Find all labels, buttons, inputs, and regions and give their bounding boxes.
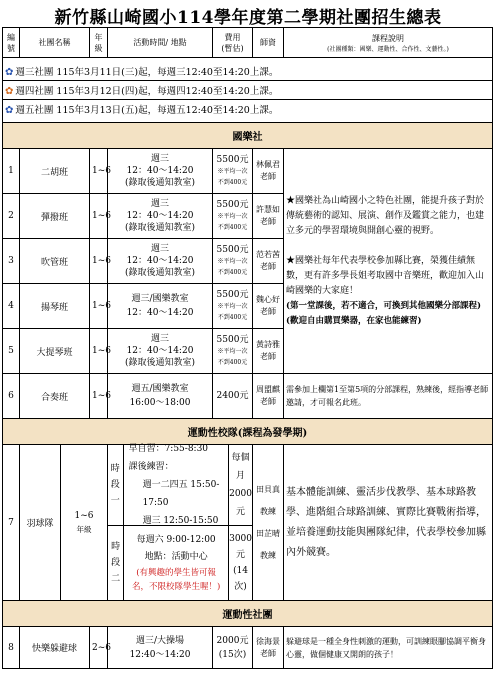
club-name: 大提琴班 <box>20 329 90 374</box>
header-time: 活動時間/ 地點 <box>108 28 213 58</box>
table-row: 8 快樂躲避球 2~6 週三/大操場 12:40～14:20 2000元 (15次) 徐海景 老師 躲避球是一種全身性刺激的運動，可訓練眼腳協調平衡身心靈，做個健康又開朗的孩子！ <box>3 627 493 669</box>
section-header-sports-club: 運動性社團 <box>3 601 493 627</box>
table-row: 5 大提琴班 1~6 週三 12：40～14:20 (錄取後通知教室) 5500元 ※平均一次 不到400元 黃詩雅 老師 <box>3 329 493 374</box>
table-row: 3 吹管班 1~6 週三 12：40～14:20 (錄取後通知教室) 5500元 ※平均一次 不到400元 范若茜 老師 <box>3 239 493 284</box>
club-table <box>2 27 493 669</box>
header-name: 社團名稱 <box>20 28 90 58</box>
section-header-music: 國樂社 <box>3 123 493 149</box>
flower-icon: ✿ <box>5 105 14 116</box>
table-row: 1 二胡班 1~6 週三 12：40～14:20 (錄取後通知教室) 5500元 ※平均一次 不到400元 林佩君 老師 ★國樂社為山崎國小之特色社團，能提升孩子對於傳統藝術的認知、展演、創作及鑑賞之能力，也建立多元的學習環境與開創心靈的視野。 ★國樂社每年代表學校參加縣比賽，榮獲佳績無數，更有許多學長姐考取國中音樂班，歡迎加入山崎國樂的大家庭！ (第一堂課後，若不適合，可換到其他國樂分部課程) (歡迎自由購買樂器，在家也能練習) <box>3 149 493 194</box>
table-row: 2 彈撥班 1~6 週三 12：40～14:20 (錄取後通知教室) 5500元 ※平均一次 不到400元 許慧如 老師 <box>3 194 493 239</box>
club-name: 快樂躲避球 <box>20 627 90 669</box>
table-row: 6 合奏班 1~6 週五/國樂教室 16:00～18:00 2400元 周盟麒 老師 需參加上欄第1至第5項的分部課程，熟練後，經指導老師邀請，才可報名此班。 <box>3 374 493 419</box>
club-name: 彈撥班 <box>20 194 90 239</box>
notice-row <box>3 81 493 100</box>
club-name: 吹管班 <box>20 239 90 284</box>
header-fee: 費用 (暫估) <box>213 28 253 58</box>
flower-icon: ✿ <box>5 67 14 78</box>
header-desc: 課程說明 (社團種類：國樂、運動性、合作性、文藝性。) <box>284 28 493 58</box>
flower-icon: ✿ <box>5 86 14 97</box>
page-title: 新竹縣山崎國小114學年度第二學期社團招生總表 <box>54 8 442 28</box>
club-name: 羽球隊 <box>20 445 61 600</box>
notice-row <box>3 58 493 81</box>
club-name: 揚琴班 <box>20 284 90 329</box>
notice-text: 週四社團 115年3月12日(四)起，每週四12:40至14:20上課。 <box>15 86 279 97</box>
music-description: ★國樂社為山崎國小之特色社團，能提升孩子對於傳統藝術的認知、展演、創作及鑑賞之能力，也建立多元的學習環境與開創心靈的視野。 ★國樂社每年代表學校參加縣比賽，榮獲佳績無數，更有許多學長姐考取國中音樂班，歡迎加入山崎國樂的大家庭！ (第一堂課後，若不適合，可換到其他國樂分部課程) (歡迎自由購買樂器，在家也能練習) <box>284 149 493 374</box>
header-grade: 年級 <box>90 28 108 58</box>
table-row: 4 揚琴班 1~6 週三/國樂教室 12：40～14:20 5500元 ※平均一次 不到400元 魏心好 老師 <box>3 284 493 329</box>
club-name: 二胡班 <box>20 149 90 194</box>
section-header-sports-school: 運動性校隊(課程為發學期) <box>3 419 493 445</box>
notice-text: 週五社團 115年3月13日(五)起，每週五12:40至14:20上課。 <box>15 105 279 116</box>
table-row: 7 羽球隊 1~6 年級 時段一 早自習：7:55-8:30 課後練習： 週一二四五 15:50-17:50 週三 12:50-15:50 每個月 2000元 時段二 每週六 9:00-12:00 地點：活動中心 (有興趣的學生皆可報名，不限校隊學生喔！) 3000元 (14次) 田貝真教練 田芷晴教練 基本體能訓練、靈活步伐教學、基本球路教學、進階組合球路訓練、實際比賽戰術指導，並培養運動技能與團隊紀律，代表學校參加縣內外競賽。 <box>3 445 493 601</box>
notice-text: 週三社團 115年3月11日(三)起，每週三12:40至14:20上課。 <box>15 67 279 78</box>
club-name: 合奏班 <box>20 374 90 419</box>
table-header <box>3 28 493 58</box>
header-teacher: 師資 <box>253 28 284 58</box>
header-num: 編號 <box>3 28 20 58</box>
notice-row <box>3 100 493 123</box>
